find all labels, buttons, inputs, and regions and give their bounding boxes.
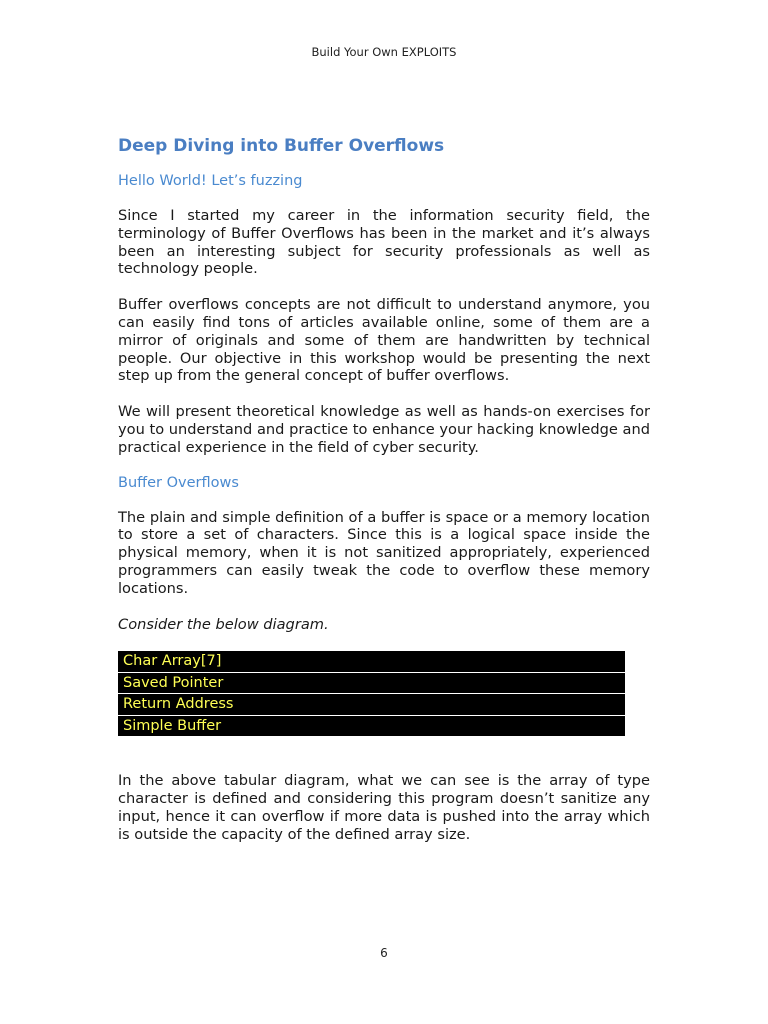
buffer-diagram-table [118,651,625,737]
diagram-row-char-array: Char Array[7] [118,651,625,673]
page-title: Deep Diving into Buffer Overflows [118,136,445,156]
diagram-row-simple-buffer: Simple Buffer [118,716,625,738]
page-content [118,136,650,844]
paragraph: We will present theoretical knowledge as well as hands-on exercises for you to understand and practice to enhance your hacking knowledge and practical experience in the field of cyber security. [118,403,650,456]
paragraph: In the above tabular diagram, what we can see is the array of type character is defined and considering this program doesn’t sanitize any input, hence it can overflow if more data is pushed into the array which is outside the capacity of the defined array size. [118,772,650,843]
diagram-row-return-address: Return Address [118,694,625,716]
running-header: Build Your Own EXPLOITS [311,45,457,59]
section-heading-hello-world: Hello World! Let’s fuzzing [118,173,303,189]
diagram-row-saved-pointer: Saved Pointer [118,673,625,695]
page-number: 6 [380,946,388,960]
diagram-caption: Consider the below diagram. [118,615,329,633]
section-heading-buffer-overflows: Buffer Overflows [118,474,239,491]
paragraph: Buffer overflows concepts are not difficult to understand anymore, you can easily find tons of articles available online, some of them are a mirror of originals and some of them are handwritten by technical people. Our objective in this workshop would be presenting the next step up from the general concept of buffer overflows. [118,296,650,385]
paragraph: Since I started my career in the information security field, the terminology of Buffer Overflows has been in the market and it’s always been an interesting subject for security professionals as well as technology people. [118,207,650,278]
paragraph: The plain and simple definition of a buffer is space or a memory location to store a set of characters. Since this is a logical space inside the physical memory, when it is not sanitized appropriately, experienced programmers can easily tweak the code to overflow these memory locations. [118,508,650,597]
